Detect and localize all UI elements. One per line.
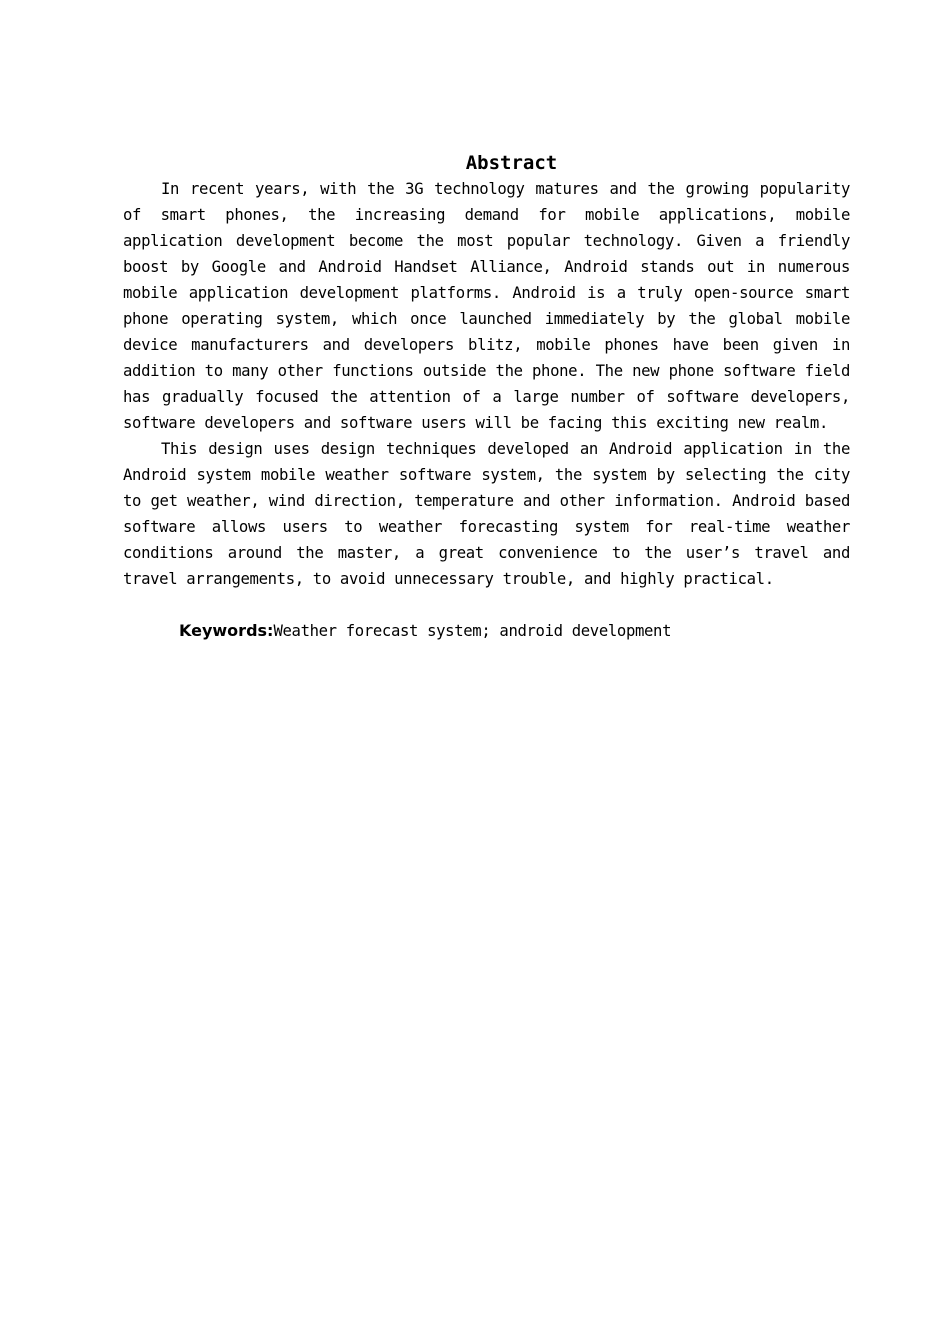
abstract-title: Abstract bbox=[465, 152, 558, 174]
abstract-paragraph-2: This design uses design techniques developed an Android application in the Android system mobile weather software system, the system by selecting the city to get weather, wind direction, temperature and other information. Android based software allows users to weather forecasting system for real-time weather conditions around the master, a great convenience to the user’s travel and travel arrangements, to avoid unnecessary trouble, and highly practical. bbox=[123, 440, 850, 588]
abstract-page bbox=[123, 150, 850, 645]
keywords-value: Weather forecast system; android development bbox=[273, 622, 672, 640]
keywords-line bbox=[123, 618, 850, 645]
keywords-label: Keywords bbox=[179, 621, 268, 640]
abstract-paragraph-1: In recent years, with the 3G technology matures and the growing popularity of smart phones, the increasing demand for mobile applications, mobile application development become the most popular technology. Given a friendly boost by Google and Android Handset Alliance, Android stands out in numerous mobile application development platforms. Android is a truly open-source smart phone operating system, which once launched immediately by the global mobile device manufacturers and developers blitz, mobile phones have been given in addition to many other functions outside the phone. The new phone software field has gradually focused the attention of a large number of software developers, software developers and software users will be facing this exciting new realm. bbox=[123, 180, 850, 432]
keywords-separator: : bbox=[267, 621, 274, 640]
